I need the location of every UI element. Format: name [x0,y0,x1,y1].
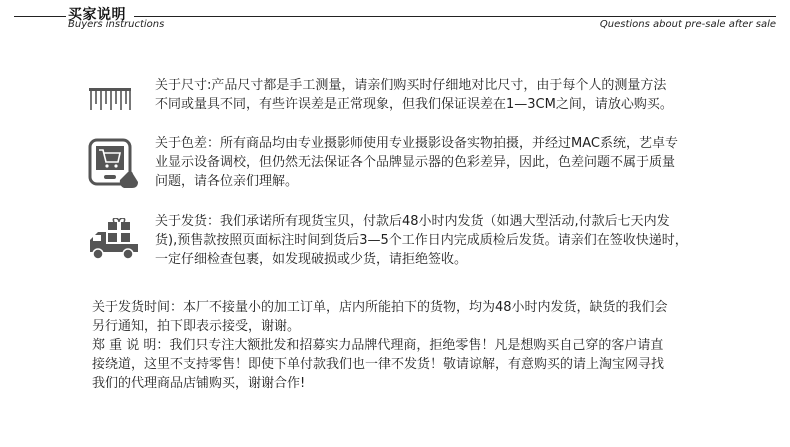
header-rule-left [14,16,66,17]
size-text: 关于尺寸:产品尺寸都是手工测量，请亲们购买时仔细地对比尺寸，由于每个人的测量方法 不同或量具不同，有些许误差是正常现象，但我们保证误差在1—3CM之间，请放心购买。 [155,78,673,112]
ruler-icon [88,86,132,116]
shipping-text: 关于发货：我们承诺所有现货宝贝，付款后48小时内发货（如遇大型活动,付款后七天内发 货),预售款按照页面标注时间到货后3—5个工作日内完成质检后发货。请亲们在签收快递时， 一定仔细检查包裹，如发现破损或少货，请拒绝签收。 [155,214,688,267]
delivery-truck-icon [88,218,140,266]
wholesale-statement: 郑 重 说 明：我们只专注大额批发和招募实力品牌代理商，拒绝零售！凡是想购买自己穿的客户请直 接绕道，这里不支持零售！即使下单付款我们也一律不发货！敬请谅解，有意购买的请上淘宝网寻找 我们的代理商品店铺购买，谢谢合作! [92,338,665,391]
notice-block [92,298,732,393]
color-text: 关于色差：所有商品均由专业摄影师使用专业摄影设备实物拍摄，并经过MAC系统，艺卓专 业显示设备调校，但仍然无法保证各个品牌显示器的色彩差异，因此，色差问题不属于质量 问题，请各位亲们理解。 [155,136,678,189]
shopping-cart-screen-icon [88,138,140,194]
shipping-time-notice: 关于发货时间：本厂不接量小的加工订单，店内所能拍下的货物，均为48小时内发货，缺货的我们会 另行通知，拍下即表示接受，谢谢。 [92,300,668,334]
header-title-cn: 买家说明 [68,7,126,23]
header-rule-right [134,16,776,17]
header-right-caption: Questions about pre-sale after sale [599,19,776,30]
header [0,0,790,40]
header-title-en: Buyers instructions [68,19,165,30]
